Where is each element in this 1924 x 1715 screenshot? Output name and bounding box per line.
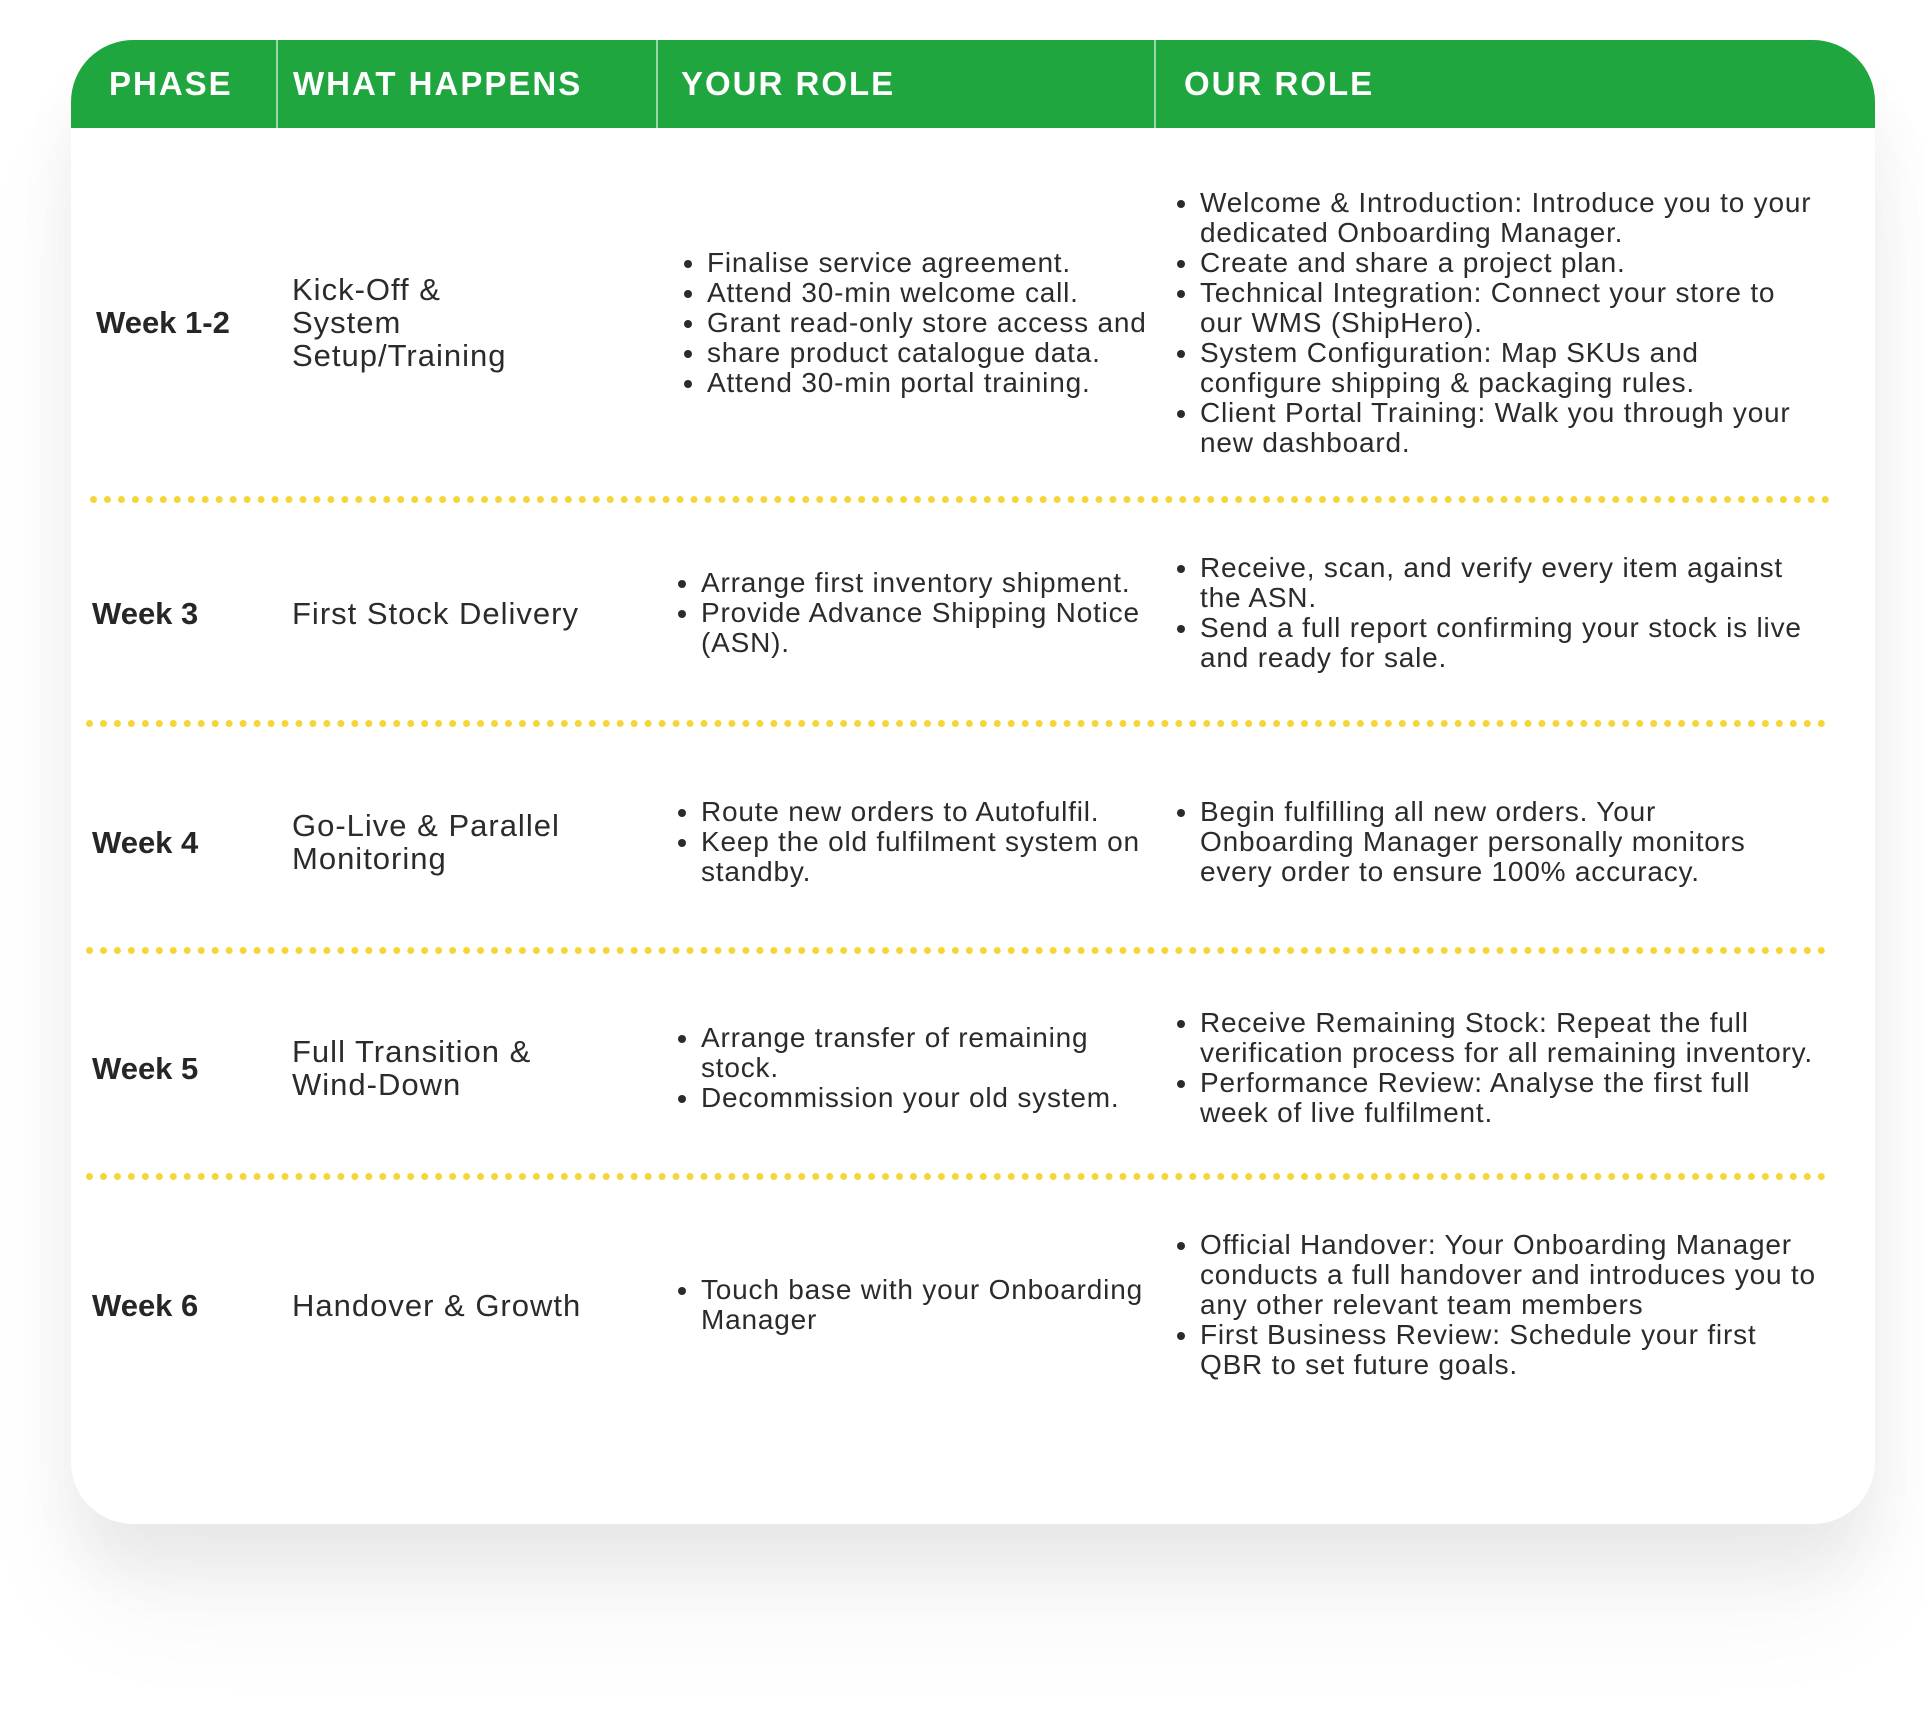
what-happens-cell: Full Transition & Wind-Down xyxy=(292,1034,532,1102)
table-row xyxy=(71,1185,1875,1425)
onboarding-table-card xyxy=(71,40,1875,1524)
your-role-list xyxy=(673,248,1147,398)
what-happens-cell: Handover & Growth xyxy=(292,1287,582,1323)
list-item: • Begin fulfilling all new orders. Your Onboarding Manager personally monitors every order to ensure 100% accuracy. xyxy=(1200,797,1816,887)
table-row xyxy=(71,140,1875,505)
phase-cell: Week 5 xyxy=(92,1050,199,1086)
phase-cell: Week 3 xyxy=(92,595,199,631)
header-divider xyxy=(1154,40,1156,128)
your-role-list xyxy=(667,568,1167,658)
header-what-happens: WHAT HAPPENS xyxy=(293,65,583,102)
row-separator xyxy=(86,1173,1826,1180)
our-role-cell xyxy=(1166,958,1816,1178)
row-separator xyxy=(86,720,1826,727)
list-item: • Decommission your old system. xyxy=(701,1083,1167,1113)
phase-cell: Week 6 xyxy=(92,1287,199,1323)
your-role-cell xyxy=(667,1185,1167,1425)
header-divider xyxy=(656,40,658,128)
row-separator xyxy=(86,947,1826,954)
list-item: • First Business Review: Schedule your first QBR to set future goals. xyxy=(1200,1320,1816,1380)
table-header xyxy=(71,40,1875,128)
list-item: • Keep the old fulfilment system on standby. xyxy=(701,827,1167,887)
list-item: • Technical Integration: Connect your store to our WMS (ShipHero). xyxy=(1200,278,1816,338)
list-item: • Grant read-only store access and xyxy=(707,308,1147,338)
list-item: • Receive Remaining Stock: Repeat the full verification process for all remaining inventory. xyxy=(1200,1008,1816,1068)
our-role-list xyxy=(1166,553,1816,673)
list-item: • Route new orders to Autofulfil. xyxy=(701,797,1167,827)
table-row xyxy=(71,732,1875,952)
phase-cell: Week 4 xyxy=(92,824,199,860)
table-row xyxy=(71,958,1875,1178)
your-role-cell xyxy=(667,958,1167,1178)
header-your-role: YOUR ROLE xyxy=(681,65,896,102)
header-divider xyxy=(276,40,278,128)
what-happens-cell: First Stock Delivery xyxy=(292,595,579,631)
list-item: • Official Handover: Your Onboarding Manager conducts a full handover and introduces you to any other relevant team members xyxy=(1200,1230,1816,1320)
list-item: • Arrange transfer of remaining stock. xyxy=(701,1023,1167,1083)
list-item: • Create and share a project plan. xyxy=(1200,248,1816,278)
header-our-role: OUR ROLE xyxy=(1184,65,1375,102)
header-phase: PHASE xyxy=(109,65,233,102)
list-item: • Performance Review: Analyse the first full week of live fulfilment. xyxy=(1200,1068,1816,1128)
our-role-list xyxy=(1166,1230,1816,1380)
phase-cell: Week 1-2 xyxy=(96,305,230,340)
list-item: • Receive, scan, and verify every item against the ASN. xyxy=(1200,553,1816,613)
our-role-cell xyxy=(1166,140,1816,505)
what-happens-cell: Kick-Off & System Setup/Training xyxy=(292,272,507,373)
our-role-list xyxy=(1166,1008,1816,1128)
our-role-list xyxy=(1166,797,1816,887)
list-item: • System Configuration: Map SKUs and configure shipping & packaging rules. xyxy=(1200,338,1816,398)
list-item: • share product catalogue data. xyxy=(707,338,1147,368)
list-item: • Welcome & Introduction: Introduce you to your dedicated Onboarding Manager. xyxy=(1200,188,1816,248)
list-item: • Arrange first inventory shipment. xyxy=(701,568,1167,598)
list-item: • Attend 30-min portal training. xyxy=(707,368,1147,398)
row-separator xyxy=(90,496,1830,503)
our-role-cell xyxy=(1166,1185,1816,1425)
what-happens-cell: Go-Live & Parallel Monitoring xyxy=(292,808,560,876)
your-role-cell xyxy=(673,140,1173,505)
table-row xyxy=(71,508,1875,718)
list-item: • Provide Advance Shipping Notice (ASN). xyxy=(701,598,1167,658)
your-role-cell xyxy=(667,732,1167,952)
your-role-cell xyxy=(667,508,1167,718)
list-item: • Finalise service agreement. xyxy=(707,248,1147,278)
your-role-list xyxy=(667,797,1167,887)
our-role-list xyxy=(1166,188,1816,458)
list-item: • Attend 30-min welcome call. xyxy=(707,278,1147,308)
your-role-list xyxy=(667,1023,1167,1113)
list-item: • Touch base with your Onboarding Manager xyxy=(701,1275,1167,1335)
our-role-cell xyxy=(1166,732,1816,952)
list-item: • Client Portal Training: Walk you through your new dashboard. xyxy=(1200,398,1816,458)
your-role-list xyxy=(667,1275,1167,1335)
list-item: • Send a full report confirming your stock is live and ready for sale. xyxy=(1200,613,1816,673)
our-role-cell xyxy=(1166,508,1816,718)
